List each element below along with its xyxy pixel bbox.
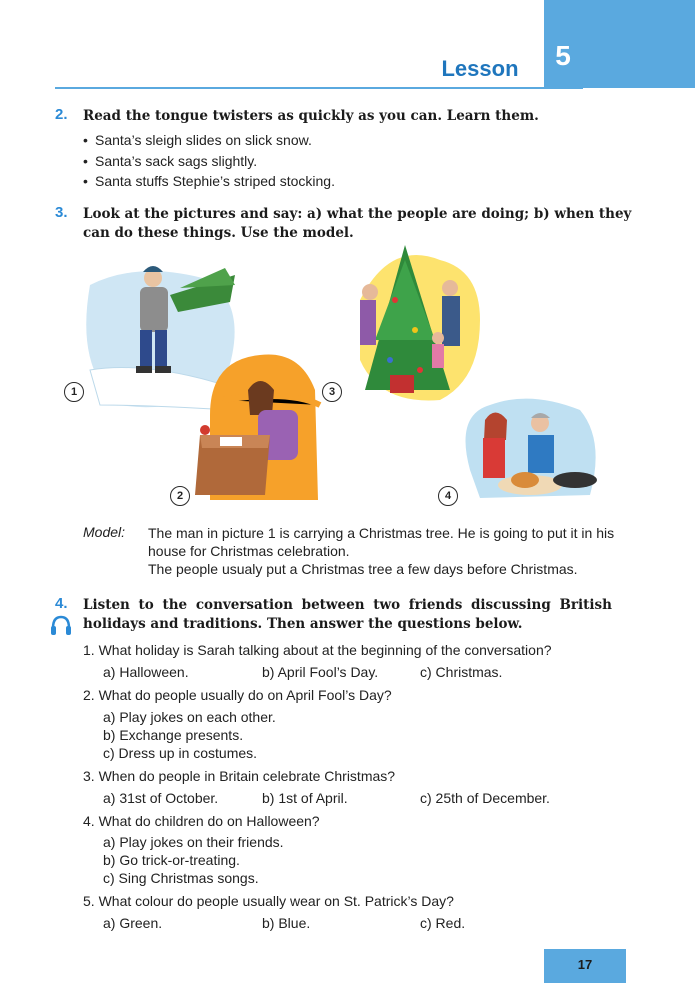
question-5-option-b: b) Blue. <box>262 915 311 931</box>
question-4-option-c: c) Sing Christmas songs. <box>103 870 259 886</box>
question-4: 4. What do children do on Halloween? <box>83 813 320 829</box>
list-item: • Santa’s sleigh slides on slick snow. <box>83 130 583 151</box>
page-number: 17 <box>577 957 593 972</box>
question-2-option-b: b) Exchange presents. <box>103 727 244 743</box>
model-line-3: The people usualy put a Christmas tree a few days before Christmas. <box>148 561 578 577</box>
picture-4-cooking <box>466 399 598 498</box>
question-5-option-c: c) Red. <box>420 915 466 931</box>
question-2: 2. What do people usually do on April Fool’s Day? <box>83 687 392 703</box>
question-1: 1. What holiday is Sarah talking about at the beginning of the conversation? <box>83 642 552 658</box>
model-label: Model: <box>83 524 126 540</box>
header-divider <box>55 87 583 89</box>
exercise-2-instruction: Read the tongue twisters as quickly as you can. Learn them. <box>83 108 539 124</box>
picture-1-label: 1 <box>64 382 84 402</box>
question-3: 3. When do people in Britain celebrate Christmas? <box>83 768 396 784</box>
question-1-option-c: c) Christmas. <box>420 664 503 680</box>
question-1-option-b: b) April Fool’s Day. <box>262 664 379 680</box>
question-1-option-a: a) Halloween. <box>103 664 189 680</box>
headphones-icon <box>50 614 72 636</box>
question-4-option-b: b) Go trick-or-treating. <box>103 852 240 868</box>
tongue-twister-list <box>83 130 583 192</box>
picture-4-label: 4 <box>438 486 458 506</box>
exercise-3-instruction-line2: can do these things. Use the model. <box>83 225 354 241</box>
question-3-option-b: b) 1st of April. <box>262 790 348 806</box>
question-4-option-a: a) Play jokes on their friends. <box>103 834 284 850</box>
lesson-title: Lesson <box>441 56 519 81</box>
exercise-4-instruction-line2: holidays and traditions. Then answer the questions below. <box>83 616 523 632</box>
lesson-number: 5 <box>555 40 571 71</box>
christmas-illustrations <box>60 240 620 512</box>
question-3-option-a: a) 31st of October. <box>103 790 219 806</box>
exercise-4-instruction-line1: Listen to the conversation between two friends discussing British <box>83 597 612 613</box>
question-3-option-c: c) 25th of December. <box>420 790 550 806</box>
picture-3-decorating-tree <box>360 245 480 401</box>
exercise-3-instruction-line1: Look at the pictures and say: a) what the people are doing; b) when they <box>83 206 632 222</box>
list-item: • Santa’s sack sags slightly. <box>83 151 583 172</box>
model-line-2: house for Christmas celebration. <box>148 543 350 559</box>
exercise-2-number: 2. <box>55 106 68 123</box>
exercise-3-number: 3. <box>55 204 68 221</box>
picture-2-label: 2 <box>170 486 190 506</box>
question-2-option-c: c) Dress up in costumes. <box>103 745 258 761</box>
question-2-option-a: a) Play jokes on each other. <box>103 709 276 725</box>
model-line-1: The man in picture 1 is carrying a Christmas tree. He is going to put it in his <box>148 525 615 541</box>
question-5: 5. What colour do people usually wear on St. Patrick’s Day? <box>83 893 454 909</box>
exercise-4-number: 4. <box>55 595 68 612</box>
picture-3-label: 3 <box>322 382 342 402</box>
list-item: • Santa stuffs Stephie’s striped stocking. <box>83 171 583 192</box>
question-5-option-a: a) Green. <box>103 915 163 931</box>
